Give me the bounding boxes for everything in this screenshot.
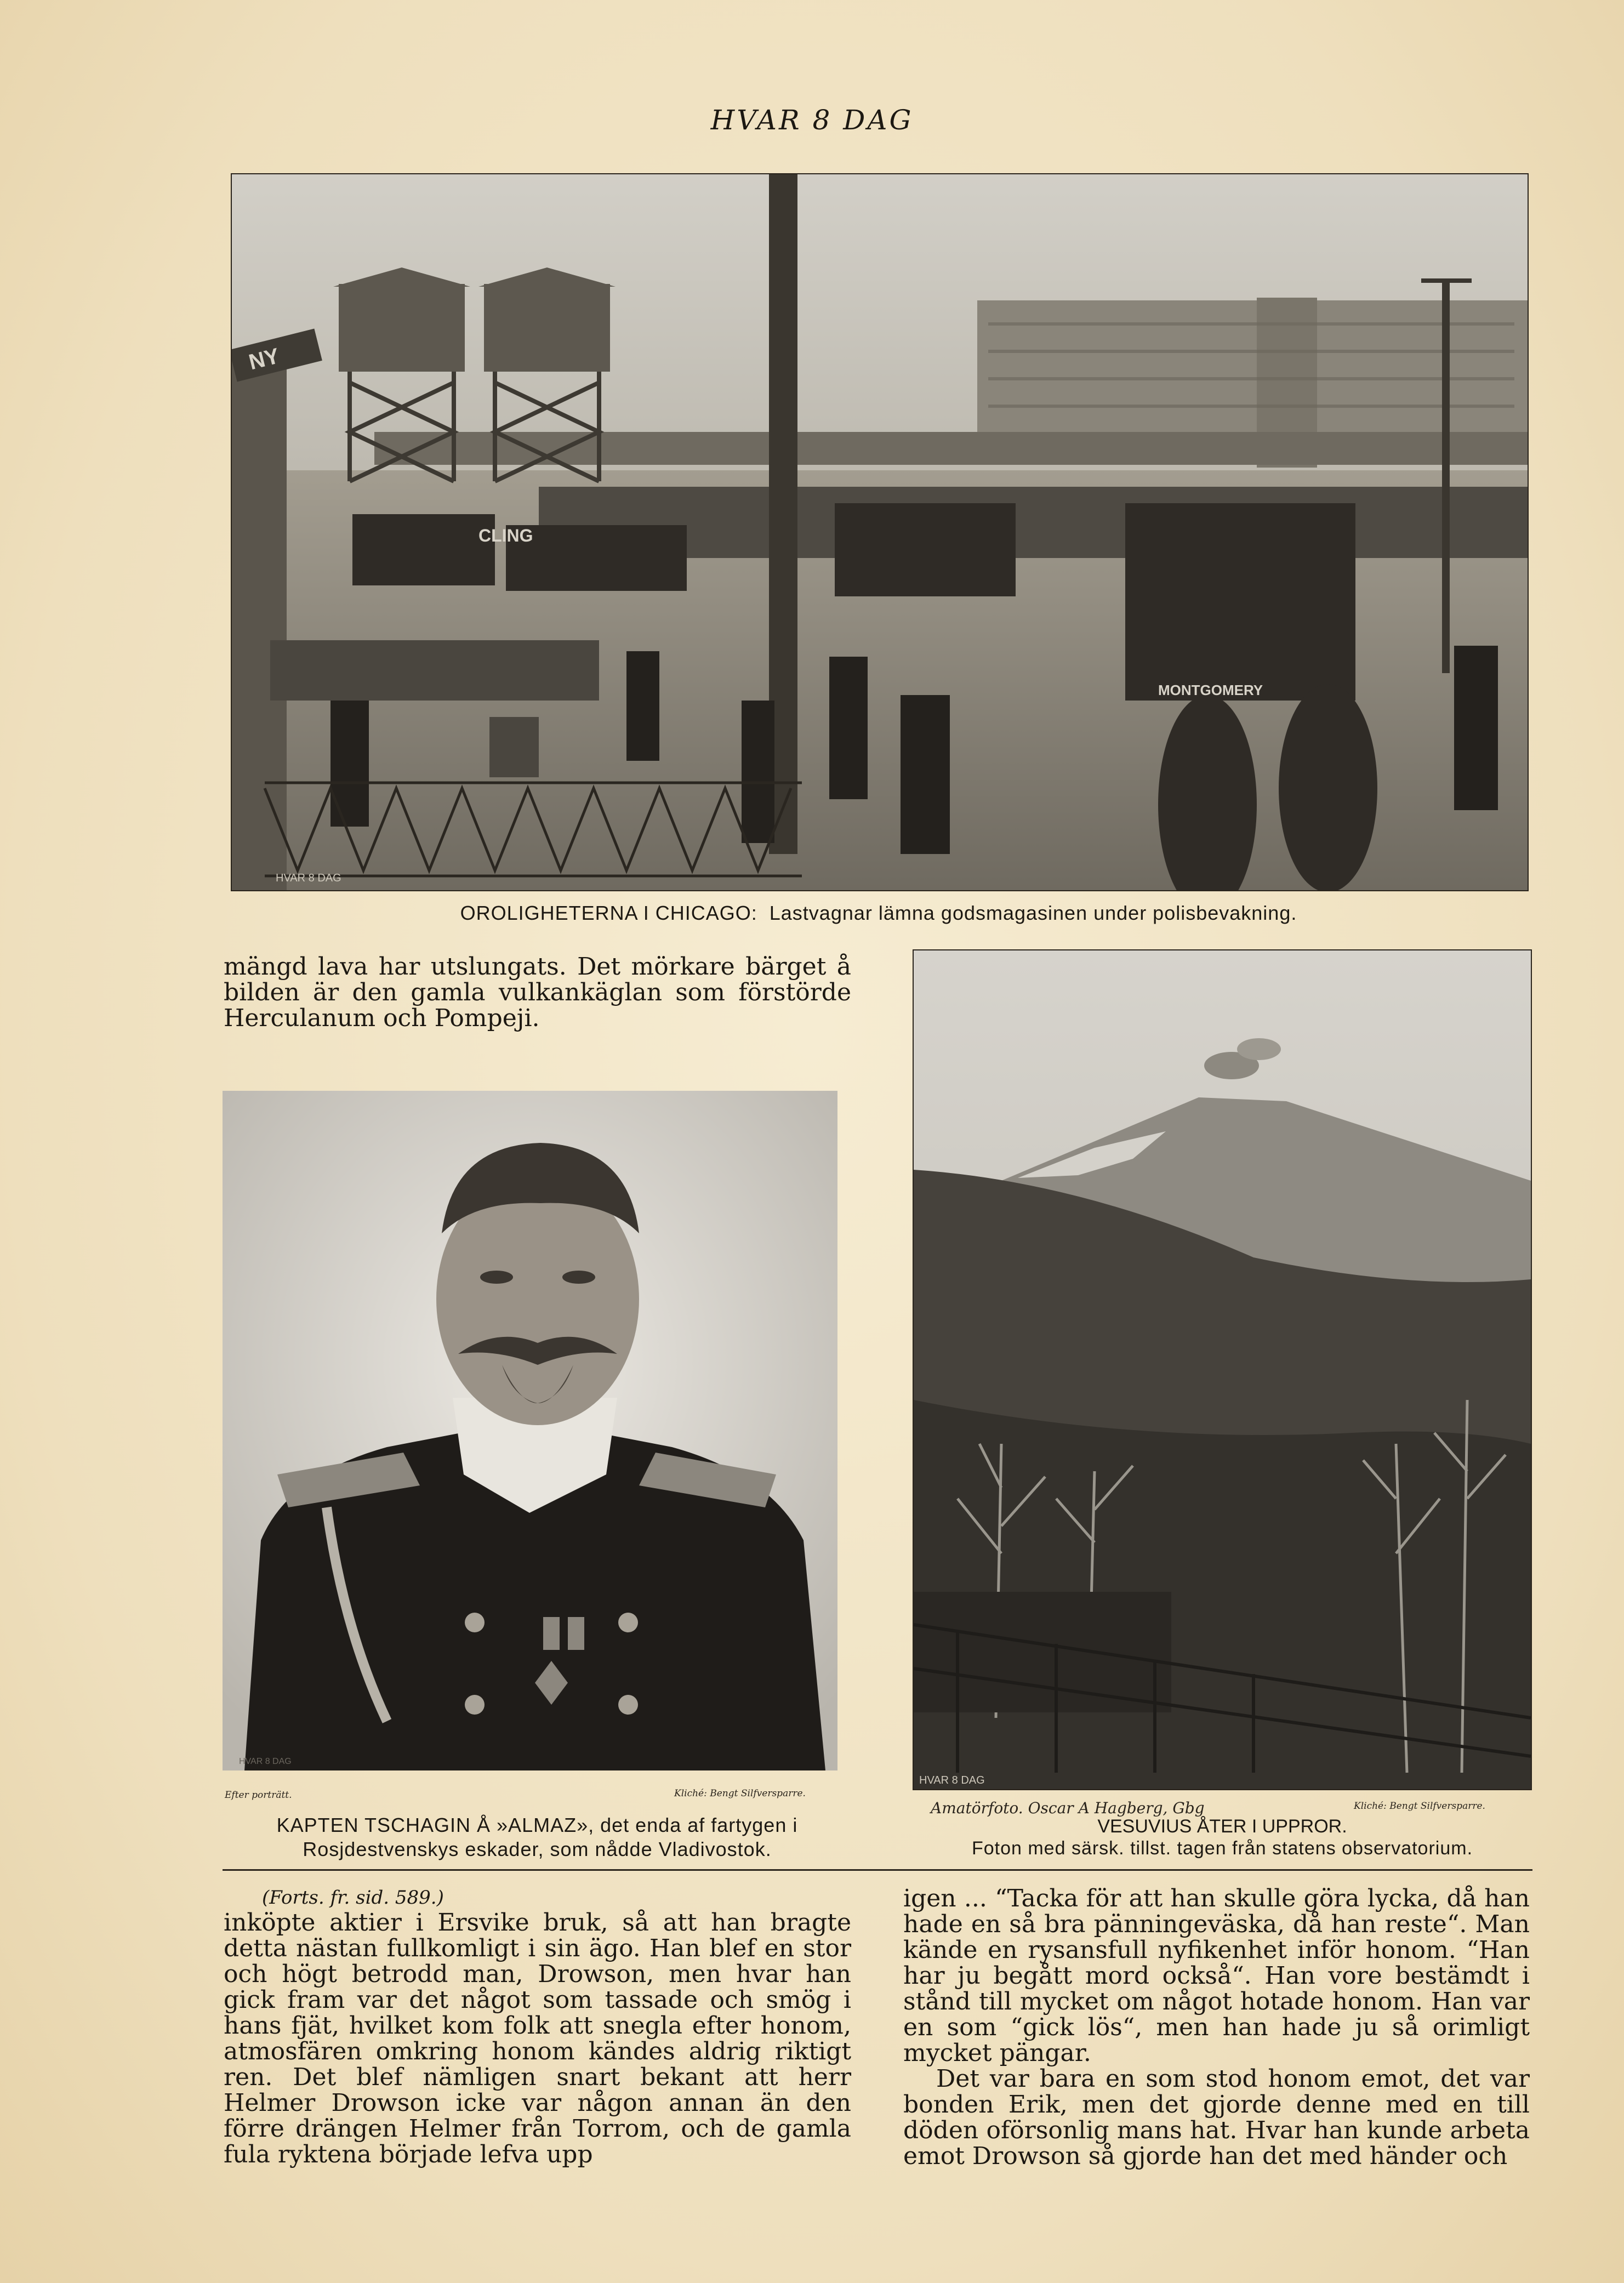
story-column-1 — [224, 1886, 851, 2167]
chicago-photo — [231, 173, 1529, 891]
chicago-scene — [232, 174, 1528, 890]
chicago-caption-rest: Lastvagnar lämna godsmagasinen under polisbevakning. — [769, 902, 1297, 924]
vesuvius-watermark: HVAR 8 DAG — [919, 1774, 985, 1786]
intro-text: mängd lava har utslungats. Det mörkare bärget å bilden är den gamla vulkankäglan som förstörde Herculanum och Pompeji. — [224, 953, 851, 1032]
vesuvius-caption-title: VESUVIUS ÅTER I UPPROR. — [1097, 1816, 1347, 1837]
vesuvius-caption-sub: Foton med särsk. tillst. tagen från statens observatorium. — [971, 1838, 1473, 1859]
chicago-watermark: HVAR 8 DAG — [276, 872, 341, 884]
story-col2-paragraph-2: Det var bara en som stod honom emot, det var bonden Erik, men det gjorde denne med en till döden oförsonlig mans hat. Hvar han kunde arbeta emot Drowson så gjorde han det med händer och — [903, 2065, 1530, 2170]
chicago-caption — [231, 902, 1526, 925]
portrait-credit-right: Kliché: Bengt Silfversparre. — [674, 1788, 806, 1799]
portrait-watermark: HVAR 8 DAG — [239, 1757, 292, 1766]
story-col2-paragraph-1: igen ... “Tacka för att han skulle göra lycka, då han hade en så bra pänningeväska, då han reste“. Man kände en rysansfull nyfikenhet inför honom. “Han har ju begått mord också“. Han vore bestämdt i stånd till mycket om något hotade honom. Han var en som “gick lös“, men han hade ju så orimligt mycket pängar. — [903, 1885, 1530, 2067]
montgomery-sign: MONTGOMERY — [1158, 682, 1263, 698]
story-col1-text: inköpte aktier i Ersvike bruk, så att han bragte detta nästan fullkomligt i sin ägo. Han blef en stor och högt betrodd man, Drowson, men hvar han gick fram var det något som tassade och smög i hans fjät, hvilket kom folk att snegla efter honom, atmosfären omkring honom kändes aldrig riktigt ren. Det blef nämligen snart bekant att herr Helmer Drowson icke var någon annan än den förre drängen Helmer från Torrom, och de gamla fula ryktena började lefva upp — [224, 1909, 851, 2168]
portrait-caption: KAPTEN TSCHAGIN Å »ALMAZ», det enda af fartygen i Rosjdestvenskys eskader, som nådde Vladivostok. — [276, 1814, 798, 1860]
chicago-caption-lead: OROLIGHETERNA I CHICAGO: — [460, 902, 757, 924]
vesuvius-scene — [914, 950, 1531, 1789]
cling-sign: CLING — [478, 526, 533, 545]
vesuvius-photo — [913, 949, 1532, 1790]
portrait-photo — [223, 1091, 837, 1770]
story-column-2 — [903, 1886, 1530, 2169]
portrait-credit-left: Efter porträtt. — [225, 1790, 292, 1801]
vesuvius-credit-left: Amatörfoto. Oscar A Hagberg, Gbg — [931, 1799, 1205, 1817]
page-header: HVAR 8 DAG — [710, 104, 914, 136]
ny-sign: NY — [246, 344, 282, 375]
section-rule — [223, 1869, 1532, 1871]
portrait-figure — [223, 1091, 837, 1770]
vesuvius-credit-right: Kliché: Bengt Silfversparre. — [1354, 1801, 1485, 1812]
continued-note: (Forts. fr. sid. 589.) — [262, 1887, 444, 1909]
